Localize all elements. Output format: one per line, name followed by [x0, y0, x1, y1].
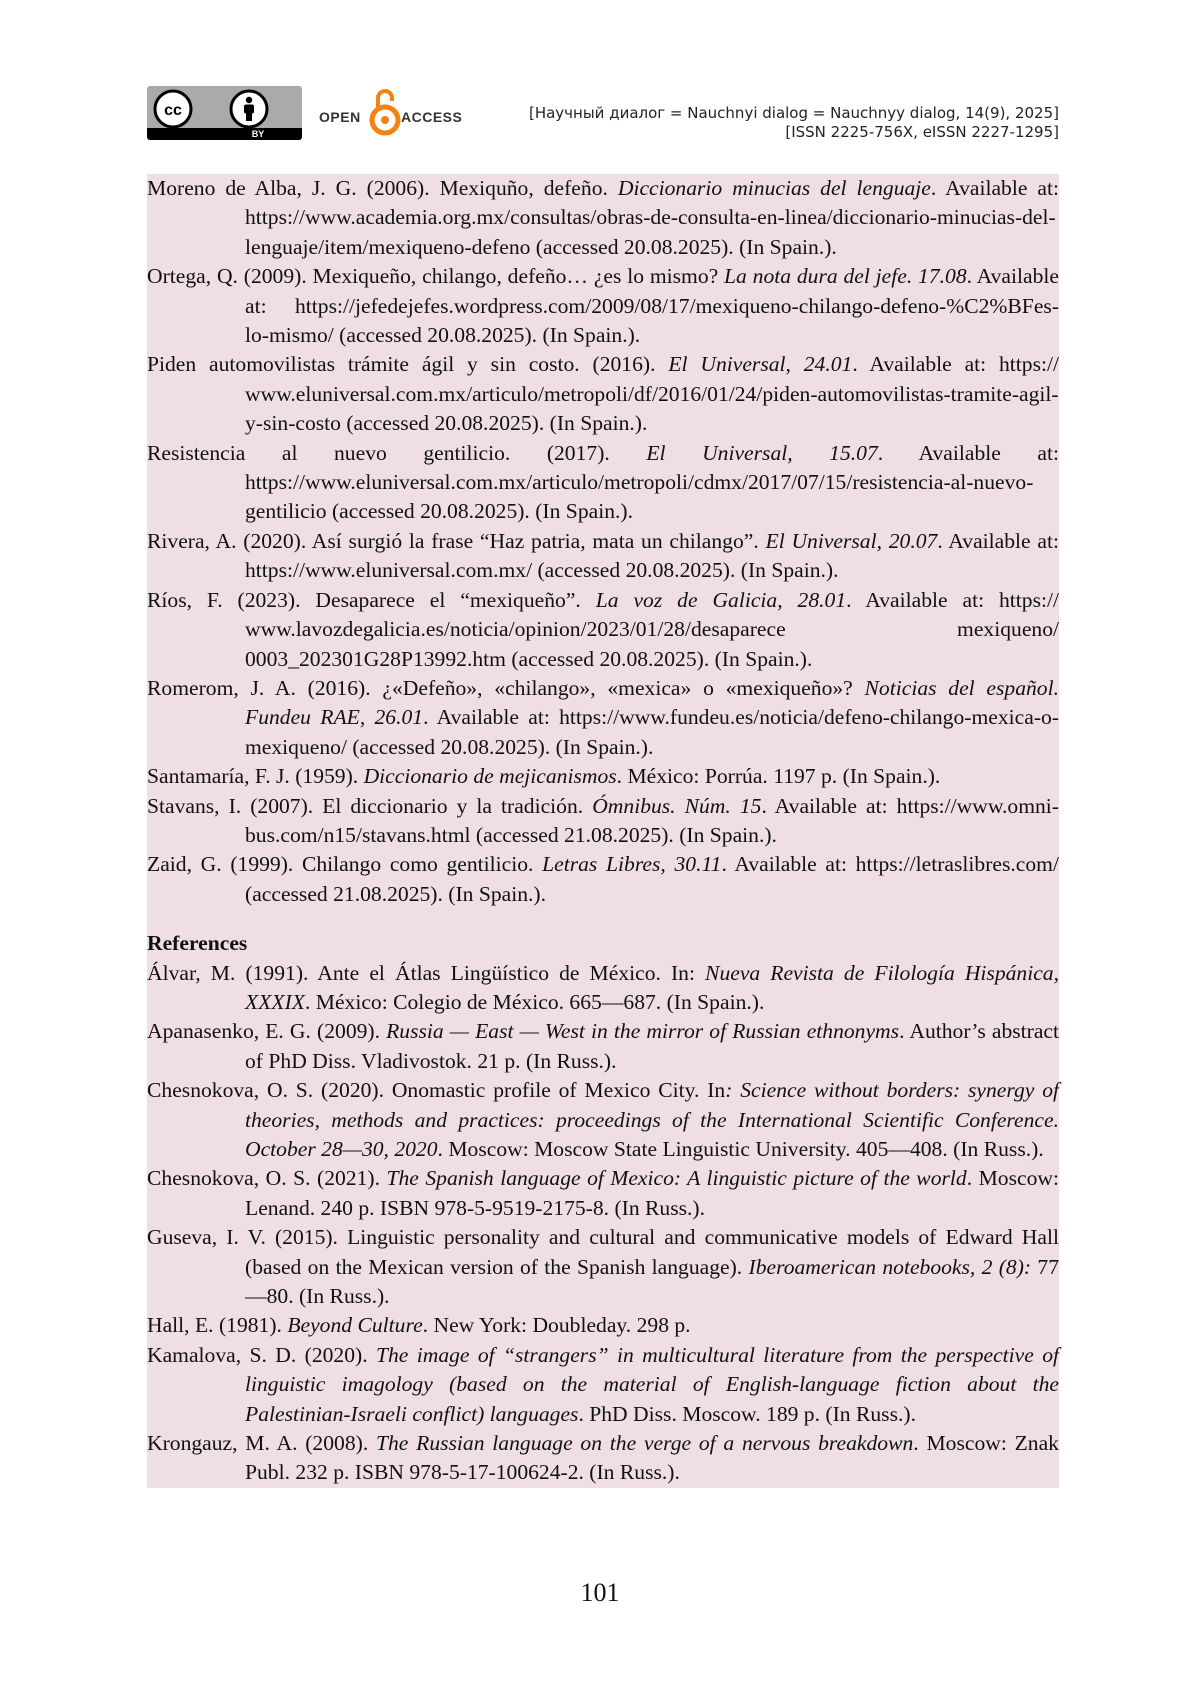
reference-title-italic: Diccionario minucias del lenguaje — [617, 176, 931, 200]
reference-text: Chesnokova, O. S. (2021). — [147, 1166, 387, 1191]
reference-details: . Available at: https://www.omni-bus.com/n15/stavans.html (accessed 21.08.2025). (In Spain.). — [245, 793, 1059, 847]
reference-details: . Available at: https://www.eluniversal.com.mx/articulo/metropoli/cdmx/2017/07/15/resistencia-al-nuevo-gentilicio (accessed 20.08.2025). (In Spain.). — [245, 440, 1059, 524]
reference-details: . Available at: https://www.eluniversal.com.mx/ (accessed 20.08.2025). (In Spain.). — [245, 528, 1059, 583]
references-list — [147, 959, 1059, 1488]
reference-entry — [147, 262, 1059, 350]
reference-entry — [147, 1017, 1059, 1076]
reference-text: Hall, E. (1981). — [147, 1313, 288, 1338]
access-word: ACCESS — [401, 109, 463, 125]
creative-commons-icon — [153, 89, 193, 129]
open-access-lock-icon — [369, 86, 401, 138]
license-label: BY — [251, 129, 265, 139]
reference-details: . Available at: https:// www.lavozdegalicia.es/noticia/opinion/2023/01/28/desaparece mexiqueno/ 0003_202301G28P13992.htm (accessed 20.08.2025). (In Spain.). — [245, 587, 1059, 671]
reference-entry — [147, 1076, 1059, 1164]
reference-details: . Available at: https://letraslibres.com/ (accessed 21.08.2025). (In Spain.). — [245, 852, 1059, 906]
reference-details: . Moscow: Lenand. 240 p. ISBN 978-5-9519-2175-8. (In Russ.). — [245, 1166, 1059, 1220]
reference-text: Chesnokova, O. S. (2020). Onomastic profile of Mexico City. In — [147, 1078, 726, 1103]
reference-details: . Available at: https://jefedejefes.wordpress.com/2009/08/17/mexiqueno-chilango-defeno-%C2%BFes-lo-mismo/ (accessed 20.08.2025). (In Spain.). — [245, 264, 1059, 348]
source-list — [147, 174, 1059, 909]
reference-title-italic: La nota dura del jefe. 17.08 — [724, 264, 967, 289]
reference-details: . México: Colegio de México. 665—687. (In Spain.). — [304, 989, 765, 1014]
reference-entry — [147, 439, 1059, 527]
reference-text: Álvar, M. (1991). Ante el Átlas Lingüístico de México. In: — [147, 960, 706, 985]
references-heading: References — [147, 931, 248, 956]
open-word: OPEN — [319, 109, 361, 125]
reference-details: . Available at: https://www.academia.org.mx/consultas/obras-de-consulta-en-linea/diccionario-minucias-del-lenguaje/item/mexiqueno-defeno (accessed 20.08.2025). (In Spain.). — [245, 176, 1059, 259]
reference-title-italic: La voz de Galicia, 28.01 — [595, 587, 847, 612]
reference-entry — [147, 959, 1059, 1018]
reference-text: Moreno de Alba, J. G. (2006). Mexiquño, defeño. — [147, 176, 618, 200]
page-header — [147, 86, 1059, 144]
reference-text: Romerom, J. A. (2016). ¿«Defeño», «chilango», «mexica» o «mexiqueño»? — [147, 675, 865, 700]
svg-text:cc: cc — [164, 102, 182, 119]
reference-entry — [147, 674, 1059, 762]
reference-text: Resistencia al nuevo gentilicio. (2017). — [147, 440, 647, 465]
reference-entry — [147, 1164, 1059, 1223]
reference-details: . Moscow: Moscow State Linguistic University. 405—408. (In Russ.). — [437, 1137, 1044, 1161]
reference-details: . New York: Doubleday. 298 p. — [422, 1313, 691, 1338]
reference-entry — [147, 1223, 1059, 1311]
reference-title-italic: Noticias del español. Fundeu RAE, 26.01 — [245, 675, 1059, 730]
reference-details: . PhD Diss. Moscow. 189 p. (In Russ.). — [578, 1401, 916, 1426]
reference-entry — [147, 762, 1059, 791]
reference-title-italic: Iberoamerican notebooks, 2 (8): — [748, 1254, 1032, 1279]
reference-entry — [147, 792, 1059, 851]
reference-entry — [147, 586, 1059, 674]
reference-title-italic: : Science without borders: synergy of theories, methods and practices: proceedings of the International Scientific Conference. October 28—30, 2020 — [245, 1078, 1059, 1161]
reference-title-italic: El Universal, 20.07 — [765, 528, 938, 553]
reference-text: Ortega, Q. (2009). Mexiqueño, chilango, defeño… ¿es lo mismo? — [147, 264, 725, 289]
reference-details: . Available at: https://www.fundeu.es/noticia/defeno-chilango-mexica-o-mexiqueno/ (accessed 20.08.2025). (In Spain.). — [245, 705, 1059, 759]
cc-by-license-badge[interactable] — [147, 86, 302, 140]
reference-details: . Available at: https:// www.eluniversal.com.mx/articulo/metropoli/df/2016/01/24/piden-automovilistas-tramite-agil-y-sin-costo (accessed 20.08.2025). (In Spain.). — [245, 352, 1059, 436]
reference-title-italic: El Universal, 24.01 — [668, 352, 853, 377]
reference-entry — [147, 527, 1059, 586]
reference-title-italic: Letras Libres, 30.11 — [542, 852, 722, 877]
reference-title-italic: Beyond Culture — [287, 1313, 423, 1338]
reference-entry — [147, 1341, 1059, 1429]
reference-title-italic: The Spanish language of Mexico: A linguistic picture of the world — [386, 1166, 967, 1191]
reference-text: Zaid, G. (1999). Chilango como gentilicio. — [147, 852, 543, 877]
reference-title-italic: The image of “strangers” in multicultural literature from the perspective of linguistic imagology (based on the material of English-language fiction about the Palestinian-Israeli conflict) languages — [245, 1342, 1059, 1426]
page-number: 101 — [580, 1578, 620, 1607]
reference-entry — [147, 350, 1059, 438]
reference-text: Ríos, F. (2023). Desaparece el “mexiqueño”. — [147, 587, 596, 612]
reference-entry — [147, 174, 1059, 262]
attribution-person-icon — [229, 89, 269, 129]
reference-details: . Moscow: Znak Publ. 232 p. ISBN 978-5-17-100624-2. (In Russ.). — [245, 1431, 1059, 1485]
reference-title-italic: Ómnibus. Núm. 15 — [592, 793, 762, 818]
reference-text: Piden automovilistas trámite ágil y sin costo. (2016). — [147, 352, 669, 377]
journal-issn-line: [ISSN 2225-756X, eISSN 2227-1295] — [785, 123, 1059, 141]
reference-text: Guseva, I. V. (2015). Linguistic personality and cultural and communicative models of Edward Hall (based on the Mexican version of the Spanish language). — [147, 1225, 1059, 1279]
reference-text: Krongauz, M. A. (2008). — [147, 1431, 376, 1456]
open-access-logo[interactable] — [319, 86, 463, 140]
references-content — [147, 174, 1059, 1488]
reference-details: . Author’s abstract of PhD Diss. Vladivostok. 21 p. (In Russ.). — [245, 1019, 1060, 1073]
reference-text: Apanasenko, E. G. (2009). — [147, 1019, 387, 1044]
reference-entry — [147, 1311, 1059, 1340]
reference-text: Stavans, I. (2007). El diccionario y la tradición. — [147, 793, 593, 818]
reference-title-italic: Nueva Revista de Filología Hispánica, XXXIX — [245, 960, 1059, 1014]
reference-text: Santamaría, F. J. (1959). — [147, 764, 364, 789]
reference-details: . México: Porrúa. 1197 p. (In Spain.). — [616, 764, 941, 789]
reference-text: Kamalova, S. D. (2020). — [147, 1342, 376, 1367]
reference-entry — [147, 1429, 1059, 1488]
journal-citation — [529, 104, 1059, 142]
reference-title-italic: Diccionario de mejicanismos — [363, 764, 617, 789]
reference-entry — [147, 850, 1059, 909]
reference-title-italic: The Russian language on the verge of a nervous breakdown — [375, 1431, 914, 1456]
reference-title-italic: Russia — East — West in the mirror of Russian ethnonyms — [386, 1019, 900, 1044]
reference-details: 77—80. (In Russ.). — [245, 1254, 1059, 1309]
reference-title-italic: El Universal, 15.07 — [646, 440, 878, 465]
reference-text: Rivera, A. (2020). Así surgió la frase “Haz patria, mata un chilango”. — [147, 528, 766, 553]
journal-title-line: [Научный диалог = Nauchnyi dialog = Nauchnyy dialog, 14(9), 2025] — [528, 104, 1059, 122]
